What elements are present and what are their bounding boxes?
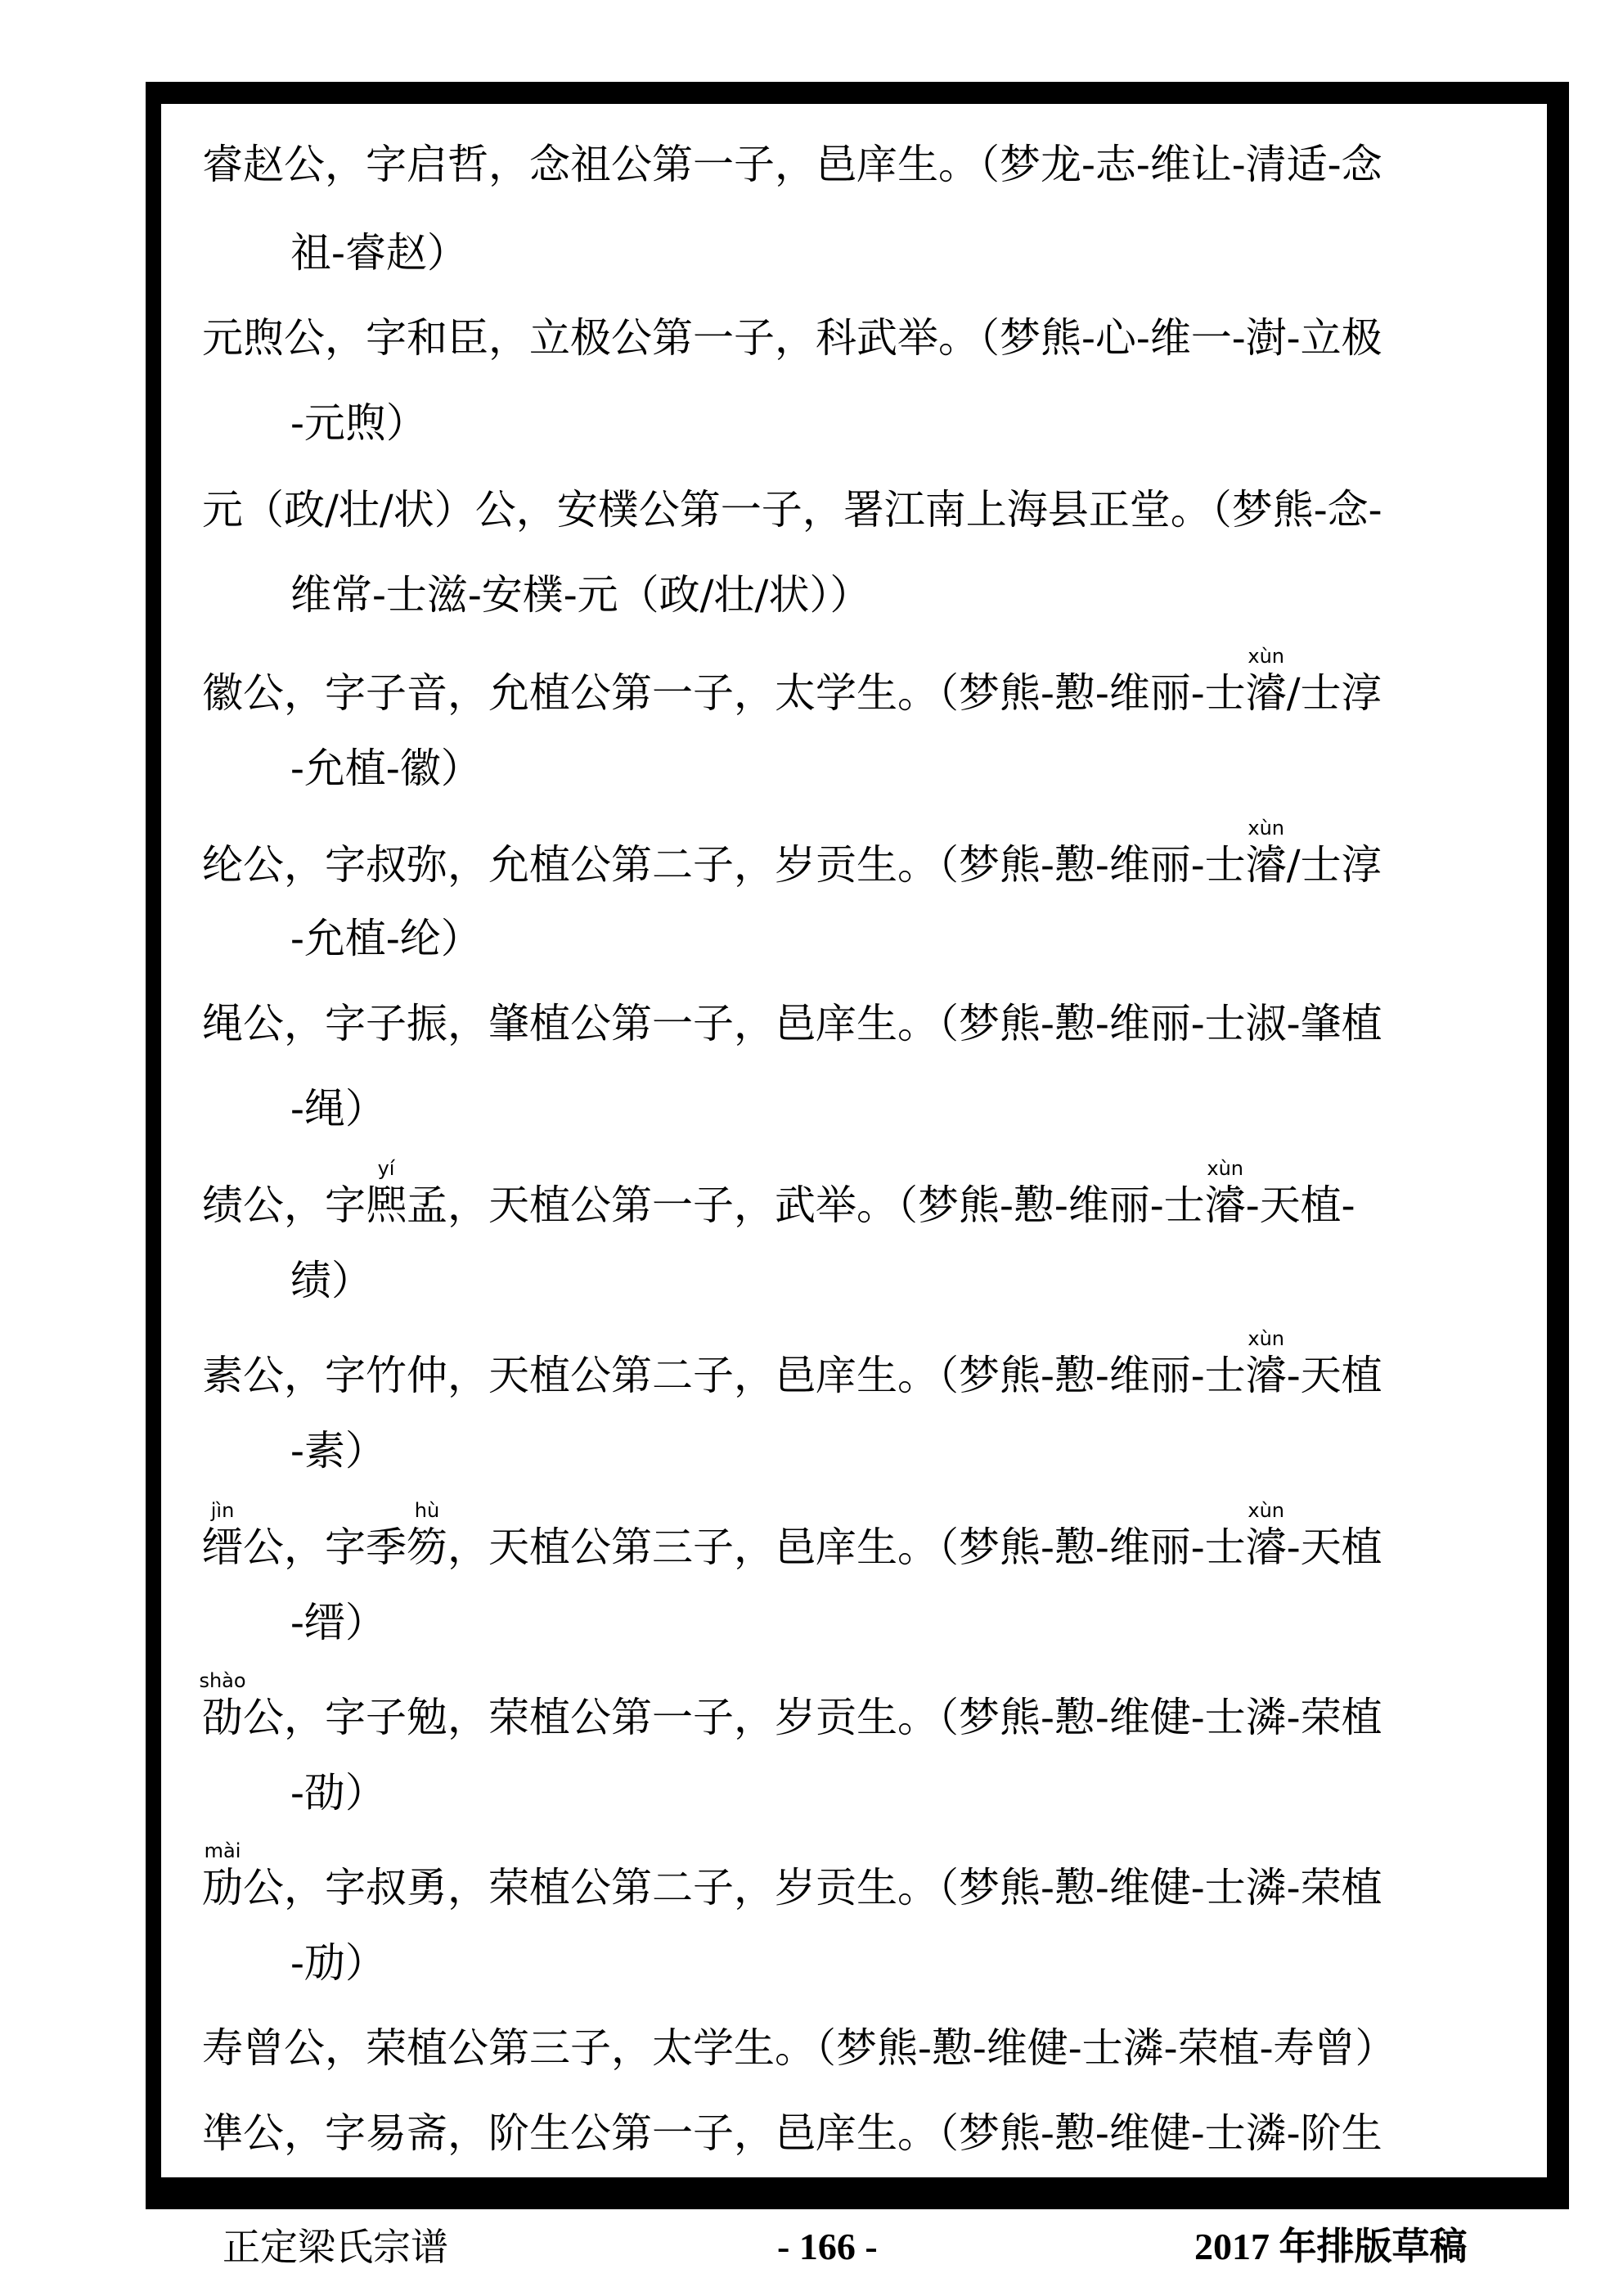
pinyin-annotation: xùn: [1248, 817, 1284, 840]
annotated-char: 劢: [202, 1864, 243, 1911]
entry-text: 公，字叔勇，荣植公第二子，岁贡生。（梦熊-懃-维健-士潾-荣植: [243, 1864, 1382, 1911]
annotated-character: [407, 1499, 447, 1572]
entry-continuation: -元煦）: [290, 399, 427, 447]
entry-text: 素公，字竹仲，天植公第二子，邑庠生。（梦熊-懃-维丽-士: [202, 1352, 1246, 1399]
entry-continuation: 祖-睿赵）: [290, 229, 468, 277]
entry-line: [202, 1839, 1382, 1912]
annotated-character: [1245, 645, 1287, 718]
entry-text: -天植: [1286, 1524, 1382, 1571]
footer-draft-note: 2017 年排版草稿: [1194, 2226, 1468, 2267]
entry-continuation: -劢）: [290, 1939, 386, 1987]
entry-continuation: -绳）: [290, 1085, 386, 1132]
annotated-character: [1245, 817, 1287, 889]
entry-text: -天植-: [1245, 1182, 1355, 1229]
annotated-char: 笏: [407, 1524, 447, 1571]
entry-continuation: 维常-士滋-安樸-元（政/壮/状））: [290, 571, 871, 619]
page-footer: [0, 2224, 1623, 2270]
annotated-char: 濬: [1245, 1352, 1287, 1399]
pinyin-annotation: shào: [199, 1669, 246, 1692]
entry-text: -天植: [1286, 1352, 1382, 1399]
entry-line: [202, 1499, 1382, 1572]
pinyin-annotation: mài: [204, 1839, 241, 1862]
entry-line: [202, 1327, 1382, 1400]
entry-line: 绳公，字子振，肇植公第一子，邑庠生。（梦熊-懃-维丽-士淑-肇植: [202, 1000, 1382, 1047]
footer-book-title: 正定梁氏宗谱: [223, 2225, 448, 2269]
entry-line: 凖公，字易斋，阶生公第一子，邑庠生。（梦熊-懃-维健-士潾-阶生: [202, 2109, 1382, 2157]
entry-line: [202, 645, 1382, 718]
annotated-character: [202, 1839, 243, 1912]
entry-continuation: -缙）: [290, 1599, 386, 1646]
entry-continuation: 绩）: [290, 1257, 372, 1304]
annotated-char: 濬: [1245, 669, 1287, 717]
entry-text: ，天植公第三子，邑庠生。（梦熊-懃-维丽-士: [447, 1524, 1246, 1571]
annotated-character: [1204, 1157, 1246, 1230]
footer-page-number: - 166 -: [777, 2226, 878, 2267]
entry-line: 元煦公，字和臣，立极公第一子，科武举。（梦熊-心-维一-澍-立极: [202, 314, 1382, 362]
annotated-character: [199, 1669, 246, 1742]
entry-line: [199, 1669, 1382, 1742]
entry-continuation: -素）: [290, 1427, 386, 1474]
annotated-char: 濬: [1245, 841, 1287, 889]
page-border-inner: [159, 101, 1549, 2180]
entry-text: /士淳: [1286, 841, 1382, 889]
entry-line: [202, 1157, 1355, 1230]
pinyin-annotation: xùn: [1248, 1499, 1284, 1522]
entry-line: [202, 817, 1382, 889]
entry-text: 孟，天植公第一子，武举。（梦熊-懃-维丽-士: [407, 1182, 1205, 1229]
pinyin-annotation: xùn: [1248, 1327, 1284, 1350]
pinyin-annotation: xùn: [1248, 645, 1284, 668]
entry-text: 纶公，字叔弥，允植公第二子，岁贡生。（梦熊-懃-维丽-士: [202, 841, 1246, 889]
entry-line: 睿赵公，字启哲，念祖公第一子，邑庠生。（梦龙-志-维让-清适-念: [202, 141, 1382, 188]
annotated-character: [202, 1499, 243, 1572]
entry-continuation: -允植-纶）: [290, 915, 482, 962]
annotated-char: 濬: [1245, 1524, 1287, 1571]
pinyin-annotation: yí: [377, 1157, 395, 1180]
entry-line: 寿曾公，荣植公第三子，太学生。（梦熊-懃-维健-士潾-荣植-寿曾）: [202, 2024, 1396, 2072]
annotated-char: 缙: [202, 1524, 243, 1571]
pinyin-annotation: xùn: [1207, 1157, 1243, 1180]
annotated-char: 劭: [202, 1694, 243, 1741]
entry-line: 元（政/壮/状）公，安樸公第一子，署江南上海县正堂。（梦熊-念-: [202, 486, 1382, 533]
annotated-character: [1245, 1327, 1287, 1400]
annotated-char: 熈: [366, 1182, 407, 1229]
pinyin-annotation: jìn: [210, 1499, 235, 1522]
annotated-character: [1245, 1499, 1287, 1572]
annotated-char: 濬: [1204, 1182, 1246, 1229]
entry-text: 公，字子勉，荣植公第一子，岁贡生。（梦熊-懃-维健-士潾-荣植: [243, 1694, 1382, 1741]
page-border-outer: [146, 82, 1569, 2209]
entry-text: 徽公，字子音，允植公第一子，太学生。（梦熊-懃-维丽-士: [202, 669, 1246, 717]
entry-text: /士淳: [1286, 669, 1382, 717]
entry-continuation: -允植-徽）: [290, 745, 482, 792]
annotated-character: [366, 1157, 407, 1230]
entry-text: 绩公，字: [202, 1182, 366, 1229]
entry-continuation: -劭）: [290, 1769, 386, 1817]
pinyin-annotation: hù: [414, 1499, 440, 1522]
entry-text: 公，字季: [243, 1524, 407, 1571]
